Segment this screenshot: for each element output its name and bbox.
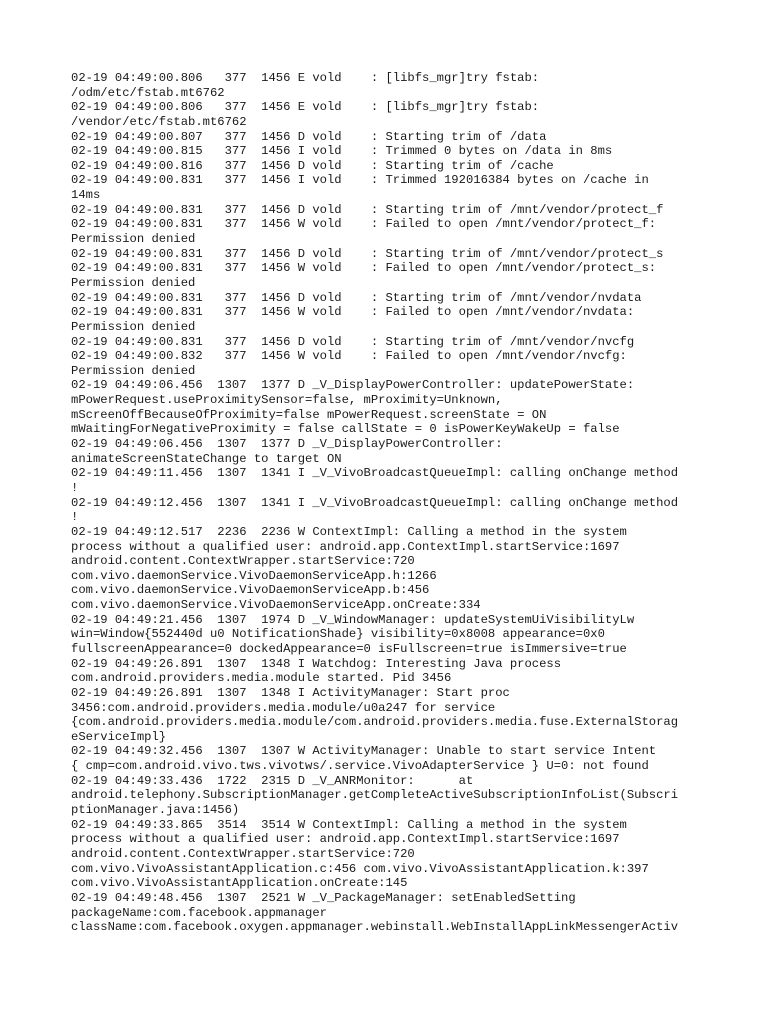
log-line: com.vivo.daemonService.VivoDaemonServiceApp.b:456 — [71, 583, 430, 598]
log-line: className:com.facebook.oxygen.appmanager.webinstall.WebInstallAppLinkMessengerActiv — [71, 920, 679, 935]
log-line: /vendor/etc/fstab.mt6762 — [71, 114, 247, 129]
log-line: {com.android.providers.media.module/com.android.providers.media.fuse.ExternalStorag — [71, 715, 679, 730]
log-line: packageName:com.facebook.appmanager — [71, 905, 327, 920]
log-line: 02-19 04:49:00.816 377 1456 D vold : Starting trim of /cache — [71, 158, 554, 173]
log-line: 02-19 04:49:12.456 1307 1341 I _V_VivoBroadcastQueueImpl: calling onChange method — [71, 495, 679, 510]
log-line: process without a qualified user: android.app.ContextImpl.startService:1697 — [71, 539, 620, 554]
log-line: Permission denied — [71, 363, 196, 378]
log-line: 02-19 04:49:00.831 377 1456 I vold : Trimmed 192016384 bytes on /cache in — [71, 173, 649, 188]
log-line: 02-19 04:49:00.831 377 1456 D vold : Starting trim of /mnt/vendor/protect_s — [71, 246, 664, 261]
log-line: 02-19 04:49:48.456 1307 2521 W _V_PackageManager: setEnabledSetting — [71, 890, 576, 905]
log-text-block — [71, 71, 701, 935]
log-line: 02-19 04:49:06.456 1307 1377 D _V_DisplayPowerController: updatePowerState: — [71, 378, 635, 393]
log-line: com.vivo.daemonService.VivoDaemonServiceApp.h:1266 — [71, 568, 437, 583]
log-line: 02-19 04:49:00.815 377 1456 I vold : Trimmed 0 bytes on /data in 8ms — [71, 144, 613, 159]
log-line: mScreenOffBecauseOfProximity=false mPowerRequest.screenState = ON — [71, 407, 547, 422]
log-line: 02-19 04:49:00.807 377 1456 D vold : Starting trim of /data — [71, 129, 547, 144]
log-line: 02-19 04:49:00.831 377 1456 D vold : Starting trim of /mnt/vendor/nvcfg — [71, 334, 635, 349]
log-line: 02-19 04:49:33.865 3514 3514 W ContextImpl: Calling a method in the system — [71, 817, 627, 832]
log-line: { cmp=com.android.vivo.tws.vivotws/.service.VivoAdapterService } U=0: not found — [71, 759, 649, 774]
log-line: 02-19 04:49:00.806 377 1456 E vold : [libfs_mgr]try fstab: — [71, 71, 540, 85]
log-line: 02-19 04:49:00.831 377 1456 D vold : Starting trim of /mnt/vendor/protect_f — [71, 202, 664, 217]
log-line: 02-19 04:49:11.456 1307 1341 I _V_VivoBroadcastQueueImpl: calling onChange method — [71, 466, 679, 481]
log-line: 02-19 04:49:26.891 1307 1348 I Watchdog: Interesting Java process — [71, 656, 562, 671]
log-line: 3456:com.android.providers.media.module/u0a247 for service — [71, 700, 496, 715]
log-line: 14ms — [71, 188, 101, 203]
log-line: 02-19 04:49:00.831 377 1456 W vold : Failed to open /mnt/vendor/protect_s: — [71, 261, 657, 276]
log-line: eServiceImpl} — [71, 729, 167, 744]
log-line: ! — [71, 480, 79, 495]
log-line: com.vivo.VivoAssistantApplication.c:456 com.vivo.VivoAssistantApplication.k:397 — [71, 861, 649, 876]
log-line: animateScreenStateChange to target ON — [71, 451, 342, 466]
log-line: win=Window{552440d u0 NotificationShade} visibility=0x8008 appearance=0x0 — [71, 627, 605, 642]
log-line: Permission denied — [71, 275, 196, 290]
log-line: /odm/etc/fstab.mt6762 — [71, 85, 225, 100]
log-line: mWaitingForNegativeProximity = false callState = 0 isPowerKeyWakeUp = false — [71, 422, 620, 437]
log-line: 02-19 04:49:06.456 1307 1377 D _V_DisplayPowerController: — [71, 437, 503, 452]
log-line: com.android.providers.media.module started. Pid 3456 — [71, 671, 452, 686]
log-line: 02-19 04:49:33.436 1722 2315 D _V_ANRMonitor: at — [71, 773, 474, 788]
log-line: mPowerRequest.useProximitySensor=false, mProximity=Unknown, — [71, 393, 503, 408]
log-line: 02-19 04:49:00.831 377 1456 D vold : Starting trim of /mnt/vendor/nvdata — [71, 290, 642, 305]
log-line: 02-19 04:49:26.891 1307 1348 I ActivityManager: Start proc — [71, 685, 510, 700]
log-line: com.vivo.daemonService.VivoDaemonServiceApp.onCreate:334 — [71, 598, 481, 613]
log-line: android.content.ContextWrapper.startService:720 — [71, 554, 415, 569]
log-line: android.content.ContextWrapper.startService:720 — [71, 846, 415, 861]
log-line: android.telephony.SubscriptionManager.getCompleteActiveSubscriptionInfoList(Subscri — [71, 788, 679, 803]
log-line: ! — [71, 510, 79, 525]
log-line: ptionManager.java:1456) — [71, 803, 240, 818]
log-line: Permission denied — [71, 232, 196, 247]
log-line: fullscreenAppearance=0 dockedAppearance=0 isFullscreen=true isImmersive=true — [71, 641, 627, 656]
log-line: 02-19 04:49:00.831 377 1456 W vold : Failed to open /mnt/vendor/nvdata: — [71, 305, 635, 320]
log-line: 02-19 04:49:21.456 1307 1974 D _V_WindowManager: updateSystemUiVisibilityLw — [71, 612, 635, 627]
log-line: 02-19 04:49:32.456 1307 1307 W ActivityManager: Unable to start service Intent — [71, 744, 657, 759]
log-line: Permission denied — [71, 319, 196, 334]
log-line: 02-19 04:49:00.806 377 1456 E vold : [libfs_mgr]try fstab: — [71, 100, 540, 115]
log-line: 02-19 04:49:00.831 377 1456 W vold : Failed to open /mnt/vendor/protect_f: — [71, 217, 657, 232]
log-line: com.vivo.VivoAssistantApplication.onCreate:145 — [71, 876, 408, 891]
log-line: 02-19 04:49:12.517 2236 2236 W ContextImpl: Calling a method in the system — [71, 524, 627, 539]
log-line: process without a qualified user: android.app.ContextImpl.startService:1697 — [71, 832, 620, 847]
log-line: 02-19 04:49:00.832 377 1456 W vold : Failed to open /mnt/vendor/nvcfg: — [71, 349, 627, 364]
